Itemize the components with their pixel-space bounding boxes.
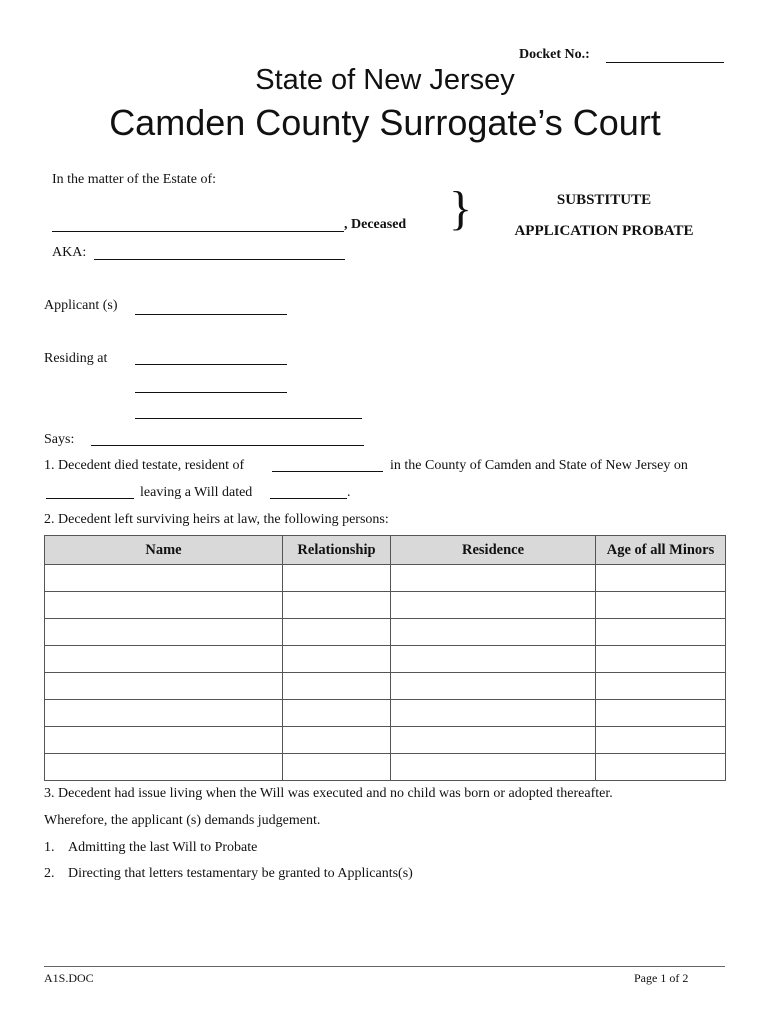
heirs-table bbox=[44, 535, 726, 781]
resident-of-field[interactable] bbox=[272, 459, 383, 472]
table-row bbox=[45, 700, 726, 727]
aka-field[interactable] bbox=[94, 247, 345, 260]
says-label: Says: bbox=[44, 432, 75, 447]
applicant-field[interactable] bbox=[135, 302, 287, 315]
table-header-row bbox=[45, 536, 726, 565]
deceased-label: , Deceased bbox=[344, 217, 407, 232]
table-row bbox=[45, 646, 726, 673]
para1-text-a: 1. Decedent died testate, resident of bbox=[44, 458, 245, 473]
table-row bbox=[45, 673, 726, 700]
heir-age-cell[interactable] bbox=[596, 673, 726, 700]
heir-residence-cell[interactable] bbox=[391, 646, 596, 673]
heir-relationship-cell[interactable] bbox=[283, 754, 391, 781]
heir-residence-cell[interactable] bbox=[391, 673, 596, 700]
heir-residence-cell[interactable] bbox=[391, 565, 596, 592]
heir-residence-cell[interactable] bbox=[391, 700, 596, 727]
heir-relationship-cell[interactable] bbox=[283, 592, 391, 619]
heir-relationship-cell[interactable] bbox=[283, 565, 391, 592]
heir-name-cell[interactable] bbox=[45, 700, 283, 727]
brace-symbol: } bbox=[449, 182, 473, 235]
heir-age-cell[interactable] bbox=[596, 619, 726, 646]
wherefore-text: Wherefore, the applicant (s) demands judgement. bbox=[44, 813, 321, 828]
heir-residence-cell[interactable] bbox=[391, 727, 596, 754]
para1-period: . bbox=[347, 485, 351, 500]
deceased-name-field[interactable] bbox=[52, 219, 344, 232]
heir-name-cell[interactable] bbox=[45, 646, 283, 673]
item-1-text: Admitting the last Will to Probate bbox=[68, 840, 258, 855]
aka-label: AKA: bbox=[52, 245, 87, 260]
docket-number-field[interactable] bbox=[606, 50, 724, 63]
page-title-state: State of New Jersey bbox=[255, 64, 515, 96]
docket-label: Docket No.: bbox=[519, 47, 590, 62]
page-title-court: Camden County Surrogate’s Court bbox=[109, 102, 661, 143]
residing-field-2[interactable] bbox=[135, 380, 287, 393]
para1-text-c: leaving a Will dated bbox=[140, 485, 253, 500]
heir-relationship-cell[interactable] bbox=[283, 646, 391, 673]
heir-residence-cell[interactable] bbox=[391, 592, 596, 619]
col-header-name: Name bbox=[45, 536, 283, 565]
heir-name-cell[interactable] bbox=[45, 754, 283, 781]
heir-residence-cell[interactable] bbox=[391, 619, 596, 646]
heir-age-cell[interactable] bbox=[596, 646, 726, 673]
applicant-label: Applicant (s) bbox=[44, 298, 118, 313]
heir-age-cell[interactable] bbox=[596, 592, 726, 619]
para3-text: 3. Decedent had issue living when the Will was executed and no child was born or adopted thereafter. bbox=[44, 786, 613, 801]
item-2-text: Directing that letters testamentary be granted to Applicants(s) bbox=[68, 866, 413, 881]
residing-field-1[interactable] bbox=[135, 352, 287, 365]
table-row bbox=[45, 754, 726, 781]
heir-name-cell[interactable] bbox=[45, 727, 283, 754]
will-date-field[interactable] bbox=[270, 486, 347, 499]
residing-label: Residing at bbox=[44, 351, 108, 366]
item-1-number: 1. bbox=[44, 840, 55, 855]
heir-name-cell[interactable] bbox=[45, 673, 283, 700]
table-row bbox=[45, 565, 726, 592]
col-header-relationship: Relationship bbox=[283, 536, 391, 565]
heir-name-cell[interactable] bbox=[45, 619, 283, 646]
table-row bbox=[45, 619, 726, 646]
death-date-field[interactable] bbox=[46, 486, 134, 499]
heir-relationship-cell[interactable] bbox=[283, 619, 391, 646]
para2-text: 2. Decedent left surviving heirs at law, the following persons: bbox=[44, 512, 389, 527]
heir-name-cell[interactable] bbox=[45, 592, 283, 619]
heir-relationship-cell[interactable] bbox=[283, 700, 391, 727]
residing-field-3[interactable] bbox=[135, 406, 362, 419]
heirs-table-body bbox=[45, 565, 726, 781]
says-field[interactable] bbox=[91, 433, 364, 446]
form-title-line1: SUBSTITUTE bbox=[556, 192, 652, 208]
item-2-number: 2. bbox=[44, 866, 55, 881]
col-header-age-minors: Age of all Minors bbox=[596, 536, 726, 565]
footer-doc-id: A1S.DOC bbox=[44, 971, 94, 985]
heir-age-cell[interactable] bbox=[596, 565, 726, 592]
form-title-line2: APPLICATION PROBATE bbox=[514, 223, 694, 239]
heir-name-cell[interactable] bbox=[45, 565, 283, 592]
para1-text-b: in the County of Camden and State of New Jersey on bbox=[390, 458, 688, 473]
heir-age-cell[interactable] bbox=[596, 700, 726, 727]
footer-divider bbox=[44, 966, 725, 967]
footer-page-number: Page 1 of 2 bbox=[634, 971, 689, 985]
table-row bbox=[45, 592, 726, 619]
heir-residence-cell[interactable] bbox=[391, 754, 596, 781]
col-header-residence: Residence bbox=[391, 536, 596, 565]
heir-age-cell[interactable] bbox=[596, 727, 726, 754]
heir-age-cell[interactable] bbox=[596, 754, 726, 781]
table-row bbox=[45, 727, 726, 754]
estate-intro: In the matter of the Estate of: bbox=[52, 172, 217, 187]
heir-relationship-cell[interactable] bbox=[283, 727, 391, 754]
heir-relationship-cell[interactable] bbox=[283, 673, 391, 700]
